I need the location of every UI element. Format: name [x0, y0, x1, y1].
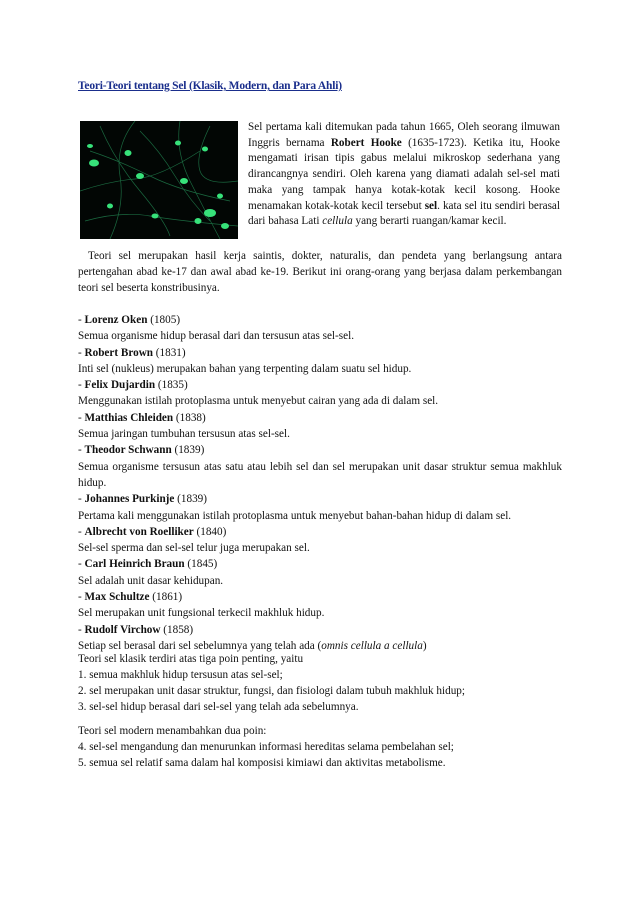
scientist-entry	[78, 410, 562, 443]
scientist-year: (1838)	[173, 411, 206, 424]
classic-point: 2. sel merupakan unit dasar struktur, fungsi, dan fisiologi dalam tubuh makhluk hidup;	[78, 685, 466, 697]
scientist-year: (1805)	[147, 314, 181, 326]
entry-dash: -	[78, 346, 85, 359]
scientists-list	[78, 312, 562, 654]
scientist-description: Inti sel (nukleus) merupakan bahan yang terpenting dalam suatu sel hidup.	[78, 362, 412, 375]
scientist-description: Sel-sel sperma dan sel-sel telur juga merupakan sel.	[78, 542, 310, 555]
scientist-year: (1839)	[174, 493, 207, 506]
cell-micrograph	[80, 121, 238, 239]
description-end: )	[422, 639, 427, 652]
scientist-year: (1835)	[155, 379, 188, 392]
scientist-description: Sel merupakan unit fungsional terkecil makhluk hidup.	[78, 607, 325, 620]
intro-text-2: (1635-1723). Ketika itu, Hooke mengamati irisan tipis gabus melalui mikroskop sederhana yang dirancangnya sendiri. Oleh karena yang diamati adalah sel-sel mati maka yang tampak hanya kotak-kotak kecil kosong. Hooke menamakan kotak-kotak kecil tersebut	[248, 136, 560, 212]
entry-dash: -	[78, 379, 85, 392]
scientist-description: Sel adalah unit dasar kehidupan.	[78, 574, 224, 587]
scientist-entry	[78, 345, 562, 378]
intro-text-4: yang berarti ruangan/kamar kecil.	[352, 215, 507, 228]
classic-heading: Teori sel klasik terdiri atas tiga poin penting, yaitu	[78, 653, 304, 665]
scientist-entry	[78, 556, 562, 589]
modern-point: 5. semua sel relatif sama dalam hal komposisi kimiawi dan aktivitas metabolisme.	[78, 757, 446, 769]
cellula-term: cellula	[322, 215, 353, 228]
neuron-cells-image	[80, 121, 238, 239]
classic-theory-section	[78, 651, 562, 715]
scientist-description: Semua organisme tersusun atas satu atau lebih sel dan sel merupakan unit dasar struktur semua makhluk hidup.	[78, 460, 562, 489]
scientist-name: Carl Heinrich Braun	[84, 558, 185, 571]
scientist-name: Theodor Schwann	[84, 444, 172, 457]
scientist-name: Robert Brown	[84, 346, 153, 359]
entry-dash: -	[78, 623, 85, 636]
scientist-description: Semua organisme hidup berasal dari dan tersusun atas sel-sel.	[78, 330, 354, 343]
intro-paragraph	[248, 120, 560, 230]
scientist-entry	[78, 524, 562, 557]
scientist-name: Felix Dujardin	[84, 379, 156, 392]
scientist-year: (1831)	[153, 346, 186, 359]
entry-dash: -	[78, 411, 85, 424]
modern-point: 4. sel-sel mengandung dan menurunkan informasi hereditas selama pembelahan sel;	[78, 741, 454, 753]
scientist-description: Semua jaringan tumbuhan tersusun atas sel-sel.	[78, 428, 290, 441]
description-text: Setiap sel berasal dari sel sebelumnya yang telah ada (	[78, 639, 322, 652]
entry-dash: -	[78, 525, 85, 538]
scientist-entry	[78, 491, 562, 524]
scientist-name: Matthias Chleiden	[84, 411, 174, 424]
scientist-description: Menggunakan istilah protoplasma untuk menyebut cairan yang ada di dalam sel.	[78, 395, 439, 408]
scientist-entry	[78, 622, 562, 655]
latin-phrase: omnis cellula a cellula	[321, 639, 423, 652]
modern-theory-section	[78, 723, 562, 771]
scientist-year: (1840)	[193, 525, 227, 538]
scientist-year: (1861)	[149, 591, 183, 604]
intro-text-1: Sel pertama kali ditemukan pada tahun 1665, Oleh seorang ilmuwan Inggris bernama	[248, 121, 560, 149]
scientist-entry	[78, 312, 562, 345]
scientist-entry	[78, 442, 562, 491]
page-title[interactable]: Teori-Teori tentang Sel (Klasik, Modern, dan Para Ahli)	[78, 80, 342, 92]
history-paragraph: Teori sel merupakan hasil kerja saintis, dokter, naturalis, dan pendeta yang berlangsung antara pertengahan abad ke-17 dan awal abad ke-19. Berikut ini orang-orang yang berjasa dalam perkembangan teori sel beserta konstribusinya.	[78, 250, 562, 294]
scientist-year: (1858)	[160, 623, 194, 636]
entry-dash: -	[78, 314, 85, 326]
scientist-name: Max Schultze	[84, 591, 150, 604]
classic-point: 3. sel-sel hidup berasal dari sel-sel yang telah ada sebelumnya.	[78, 701, 359, 713]
scientist-name: Lorenz Oken	[84, 314, 148, 326]
entry-dash: -	[78, 493, 85, 506]
scientist-year: (1839)	[171, 444, 205, 457]
entry-dash: -	[78, 444, 85, 457]
entry-dash: -	[78, 591, 85, 604]
sel-term: sel	[424, 199, 438, 212]
scientist-entry	[78, 377, 562, 410]
scientist-description: Pertama kali menggunakan istilah protoplasma untuk menyebut bahan-bahan hidup di dalam sel.	[78, 509, 512, 522]
entry-dash: -	[78, 558, 85, 571]
scientist-name: Albrecht von Roelliker	[84, 525, 194, 538]
robert-hooke-name: Robert Hooke	[330, 136, 402, 149]
scientist-entry	[78, 589, 562, 622]
scientist-name: Rudolf Virchow	[84, 623, 161, 636]
intro-text-3: . kata sel itu sendiri berasal dari bahasa Lati	[248, 199, 561, 228]
modern-heading: Teori sel modern menambahkan dua poin:	[78, 725, 267, 737]
scientist-name: Johannes Purkinje	[84, 493, 175, 506]
scientist-year: (1845)	[184, 558, 218, 571]
classic-point: 1. semua makhluk hidup tersusun atas sel-sel;	[78, 669, 283, 681]
